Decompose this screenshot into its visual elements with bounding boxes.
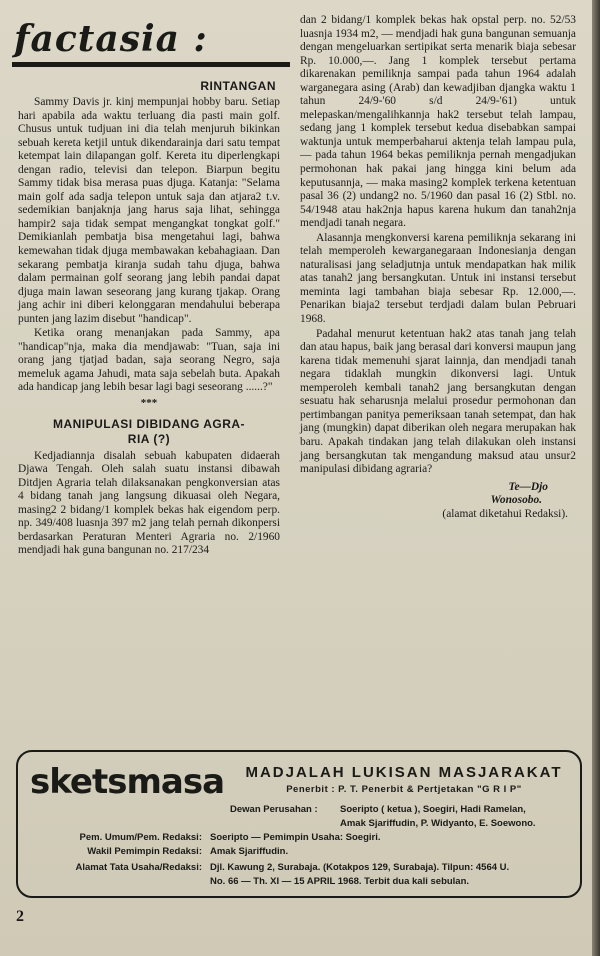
heading-line: RIA (?) — [127, 431, 171, 446]
article-paragraph: Padahal menurut ketentuan hak2 atas tanah jang telah dan atau hapus, baik jang berasal dari konversi maupun jang karena tidak memenuhi sjarat lainnja, dan mendjadi tanah negara tidaklah mungkin dikonversi lagi. Untuk memperoleh kembali tanah2 jang bersangkutan dengan sesuatu hak seharusnja melalui prosedur permohonan dan pertimbangan panitya pemeriksaan tanah setempat, dan hak jang (mungkin) dapat diberikan oleh negara merupakan hak baru. Apakah tindakan jang telah dilakukan oleh instansi jang bersangkutan tak mengandung maksud atau unsur2 manipulasi dibidang agraria? — [300, 327, 576, 476]
issue-info: No. 66 — Th. XI — 15 APRIL 1968. Terbit dua kali sebulan. — [210, 876, 470, 887]
address-value: Djl. Kawung 2, Surabaja. (Kotakpos 129, Surabaja). Tilpun: 4564 U. — [210, 862, 510, 873]
article-paragraph: Kedjadiannja disalah sebuah kabupaten didaerah Djawa Tengah. Oleh salah suatu instansi dibawah Ditdjen Agraria telah dilaksanakan pengkonversian atas 4 bidang tanah jang langsung dikuasai oleh Negara, masing2 2 bidang/1 komplek bekas hak eigendom perp. np. 349/408 luasnja 397 m2 jang telah pernah dikonpersi berdasarkan Peraturan Menteri Agraria no. 2/1960 mendjadi hak guna bangunan no. 217/234 — [18, 449, 280, 557]
deputy-editor-value: Amak Sjariffudin. — [210, 846, 289, 857]
masthead-logo: sketsmasa — [30, 762, 225, 802]
section-separator: *** — [140, 397, 158, 410]
masthead-title: MADJALAH LUKISAN MASJARAKAT — [245, 764, 563, 781]
masthead-box — [16, 750, 582, 898]
article-paragraph: Sammy Davis jr. kinj mempunjai hobby baru. Setiap hari apabila ada waktu terluang dia pasti main golf. Chusus untuk tudjuan ini dia telah menjuruh bikinkan sebuah kereta ketjil untuk dikendarainja dari satu tempat ketempat lain dilapangan golf. Kereta itu diperlengkapi dengan radio, televisi dan telepon. Biarpun begitu Sammy tidak bisa merasa puas djuga. Katanja: "Selama main golf ada sadja telepon untuk saja dan atjara2 t.v. sedemikian banjaknja jang harus saja lihat, sehingga hampir2 saja tidak sempat mengangkat tongkat golf." Demikianlah pembatja bisa mengetahui lagi, bahwa kemewahan tidak djuga membawakan kebahagiaan. Dan sekarang pembatja kiranja sudah tahu djuga, bahwa dalam permainan golf seorang jang lebih pandai dapat djuga main lawan seseorang jang kurang tjakap. Orang jang achir ini diberi kelonggaran mendahului beberapa punten jang lazim disebut "handicap". — [18, 96, 280, 325]
page-edge-shadow — [592, 0, 600, 956]
deputy-editor-label: Wakil Pemimpin Redaksi: — [87, 846, 202, 857]
article-paragraph: dan 2 bidang/1 komplek bekas hak opstal perp. no. 52/53 luasnja 1934 m2, — mendjadi hak guna bangunan semuanja dengan mengeluarkan sertipikat serta menarik biaja sebesar Rp. 10.000,—. Jang 1 komplek tersebut pertama dikarenakan pemiliknja sampai pada tahun 1964 adalah warganegara asing (Arab) dan kewadjiban djangka waktu 1 tahun 24/9-'60 s/d 24/9-'61) untuk melepaskan/mengalihkannja hak2 tersebut telah lampau, sedang jang 1 komplek tersebut kedua disebabkan sampai waktunja untuk memperbaharui aktenja telah lampau pula, — pada tahun 1964 bekas pemiliknja pernah mengadjukan permohonan hak pakai jang hingga kini belum ada keputusannja, — maka masing2 komplek terkena ketentuan pasal 36 (2) undang2 no. 5/1960 dan pasal 16 (2) Stbl. no. 54/1948 atau hak2nja hapus karena hukum dan tanah2nja mendjadi tanah negara. — [300, 14, 576, 230]
page-number: 2 — [16, 908, 24, 925]
chief-editor-value: Soeripto — Pemimpin Usaha: Soegiri. — [210, 832, 381, 843]
author-city: Wonosobo. — [490, 494, 542, 507]
left-column — [18, 78, 280, 558]
section-logo: factasia : — [14, 18, 208, 60]
heading-line: MANIPULASI DIBIDANG AGRA- — [52, 416, 246, 431]
article-heading-rintangan: RINTANGAN — [200, 79, 276, 93]
right-column — [300, 14, 576, 521]
article-paragraph: Ketika orang menanjakan pada Sammy, apa "handicap"nja, maka dia mendjawab: "Tuan, saja ini orang jang tjatjad badan, saja seorang Negro, saja memeluk agama Jahudi, mata saja sebelah buta. Apakah ada handicap jang lebih besar lagi bagi seseorang ......?" — [18, 327, 280, 394]
board-members-line1: Soeripto ( ketua ), Soegiri, Hadi Ramelan, — [340, 804, 526, 815]
article-paragraph: Alasannja mengkonversi karena pemiliknja sekarang ini telah memperoleh kewarganegaraan Indonesianja dengan naturalisasi jang seladjutnja untuk mendapatkan hak milik atas tanah2 jang bersangkutan. Untuk ini instansi tersebut meminta lagi tambahan biaja sebesar Rp. 12.000,—. Penarikan biaja2 tersebut terdjadi dalam bulan Pebruari 1968. — [300, 231, 576, 326]
article-heading-manipulasi — [18, 417, 280, 447]
masthead-publisher: Penerbit : P. T. Penerbit & Pertjetakan "G R I P" — [286, 784, 522, 795]
logo-underline — [12, 62, 290, 67]
chief-editor-label: Pem. Umum/Pem. Redaksi: — [79, 832, 202, 843]
address-label: Alamat Tata Usaha/Redaksi: — [75, 862, 202, 873]
board-members-line2: Amak Sjariffudin, P. Widyanto, E. Soewono. — [340, 818, 536, 829]
editor-note: (alamat diketahui Redaksi). — [442, 507, 568, 520]
author-name: Te—Djo — [508, 480, 548, 493]
board-label: Dewan Perusahan : — [230, 804, 318, 815]
